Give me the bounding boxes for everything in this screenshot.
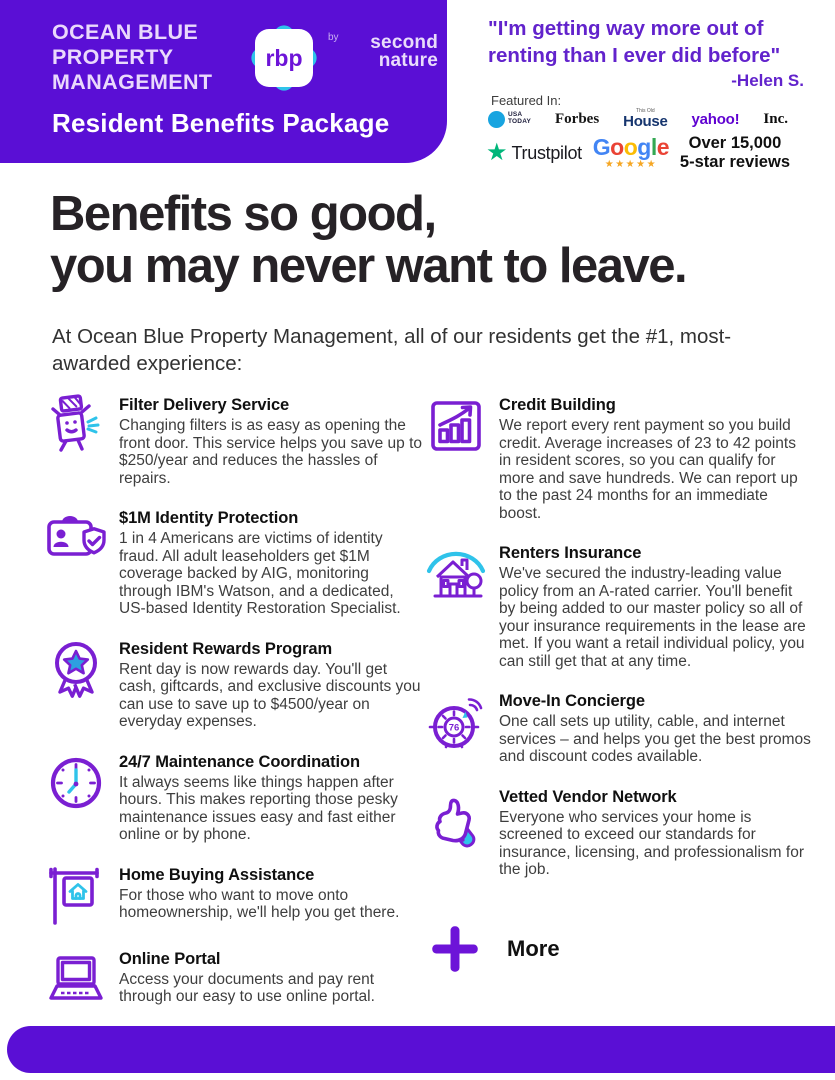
google-word: Google <box>592 134 670 160</box>
house-logo-text: House <box>623 112 668 130</box>
usa-today-circle-icon <box>488 111 505 128</box>
featured-in-label: Featured In: <box>491 93 562 108</box>
rbp-logo <box>247 21 321 95</box>
resident-rewards-icon <box>44 638 108 702</box>
company-name-line2: PROPERTY <box>52 44 174 69</box>
benefit-item <box>424 542 822 670</box>
quote-line1: "I'm getting way more out of <box>488 17 764 40</box>
benefit-title: Credit Building <box>499 396 616 414</box>
brand-line2: nature <box>378 50 438 72</box>
benefit-title: Renters Insurance <box>499 544 642 562</box>
benefit-item <box>424 394 822 522</box>
reviews-row <box>486 132 790 174</box>
more-benefits-row <box>424 923 822 975</box>
trustpilot-label: Trustpilot <box>511 142 582 163</box>
by-label: by <box>328 32 339 43</box>
benefit-description: Everyone who services your home is screened to exceed our standards for insurance, licensing, and professionalism for the job. <box>499 808 804 878</box>
benefit-title: $1M Identity Protection <box>119 509 299 527</box>
filter-delivery-icon <box>44 394 108 458</box>
benefit-description: 1 in 4 Americans are victims of identity fraud. All adult leaseholders get $1M coverage backed by AIG, monitoring through IBM's Watson, and a dedicated, US-based Identity Restoration Specialist. <box>119 530 401 617</box>
second-nature-logo <box>326 34 438 70</box>
benefits-column-right <box>424 394 822 1032</box>
benefit-title: Resident Rewards Program <box>119 639 333 658</box>
move-in-concierge-icon <box>424 690 488 754</box>
identity-protection-icon <box>44 507 108 571</box>
yahoo-logo: yahoo! <box>691 110 740 128</box>
google-logo <box>593 136 669 170</box>
svg-text:76: 76 <box>448 722 460 734</box>
benefit-description: It always seems like things happen after hours. This makes reporting those pesky maintenance issues easy and fast either online or by phone. <box>119 773 398 843</box>
review-count <box>680 134 790 172</box>
benefit-description: Access your documents and pay rent through our easy to use online portal. <box>119 970 375 1005</box>
online-portal-icon <box>44 948 108 1012</box>
benefit-description: For those who want to move onto homeownership, we'll help you get there. <box>119 886 400 921</box>
trustpilot-logo <box>486 141 582 165</box>
benefit-title: Filter Delivery Service <box>119 396 290 414</box>
benefit-title: 24/7 Maintenance Coordination <box>119 752 360 771</box>
inc-logo: Inc. <box>763 110 788 127</box>
page-title <box>50 188 686 293</box>
maintenance-clock-icon <box>44 751 108 815</box>
headline-line2: you may never want to leave. <box>50 239 687 294</box>
benefit-description: We report every rent payment so you build credit. Average increases of 23 to 42 points in resident scores, so you can qualify for more and save hundreds. We can report up to the past 24 months for an immediate boost. <box>499 417 798 522</box>
company-name-line3: MANAGEMENT <box>52 69 213 94</box>
benefits-section <box>44 394 822 1032</box>
company-name <box>52 20 212 95</box>
benefit-item <box>44 507 424 618</box>
headline-line1: Benefits so good, <box>50 187 436 241</box>
header-block <box>0 0 447 163</box>
testimonial-quote <box>488 16 804 92</box>
featured-logos <box>488 107 788 131</box>
benefit-item <box>44 948 424 1012</box>
usa-today-logo <box>488 111 531 128</box>
package-title: Resident Benefits Package <box>52 108 390 138</box>
brand-line1: second <box>370 32 438 53</box>
home-buying-icon <box>44 864 108 928</box>
plus-icon <box>429 923 481 975</box>
more-label: More <box>507 935 560 961</box>
house-logo-small-text: This Old <box>636 107 655 114</box>
benefit-title: Home Buying Assistance <box>119 865 315 884</box>
footer-bar <box>7 1026 835 1073</box>
renters-insurance-icon <box>424 542 488 606</box>
credit-building-icon <box>424 394 488 458</box>
benefit-description: We've secured the industry-leading value policy from an A-rated carrier. You'll benefit by being added to our master policy so all of your insurance requirements in the lease are met. If you want a retail individual policy, you can still get that at any time. <box>499 565 806 670</box>
usa-today-line1: USA <box>508 111 523 119</box>
benefit-item <box>44 638 424 731</box>
this-old-house-logo <box>623 109 667 130</box>
forbes-logo: Forbes <box>555 110 600 127</box>
review-count-line2: 5-star reviews <box>679 153 790 171</box>
usa-today-line2: TODAY <box>508 118 532 125</box>
trustpilot-star-icon: ★ <box>486 139 508 166</box>
google-stars-icon: ★★★★★ <box>604 159 658 170</box>
benefit-description: Changing filters is as easy as opening the front door. This service helps you save up to $250/year and reduces the hassles of repairs. <box>119 417 422 487</box>
benefits-column-left <box>44 394 424 1032</box>
quote-attribution: -Helen S. <box>731 71 804 91</box>
benefit-item <box>424 786 822 879</box>
benefit-description: Rent day is now rewards day. You'll get cash, giftcards, and exclusive discounts you can use to save up to $4500/year on everyday expenses. <box>119 660 421 730</box>
intro-text: At Ocean Blue Property Management, all of our residents get the #1, most-awarded experience: <box>52 325 732 376</box>
benefit-item <box>424 690 822 766</box>
benefit-description: One call sets up utility, cable, and internet services – and helps you get the best promos and discount codes available. <box>499 713 811 765</box>
vetted-vendor-icon <box>424 786 488 850</box>
benefit-title: Move-In Concierge <box>499 692 645 710</box>
benefit-item <box>44 394 424 487</box>
rbp-logo-text: rbp <box>265 44 303 71</box>
quote-line2: renting than I ever did before" <box>488 43 781 67</box>
benefit-title: Online Portal <box>119 949 221 968</box>
benefit-item <box>44 751 424 844</box>
review-count-line1: Over 15,000 <box>688 134 782 153</box>
company-name-line1: OCEAN BLUE <box>52 20 199 44</box>
benefit-item <box>44 864 424 928</box>
benefit-title: Vetted Vendor Network <box>499 787 677 806</box>
